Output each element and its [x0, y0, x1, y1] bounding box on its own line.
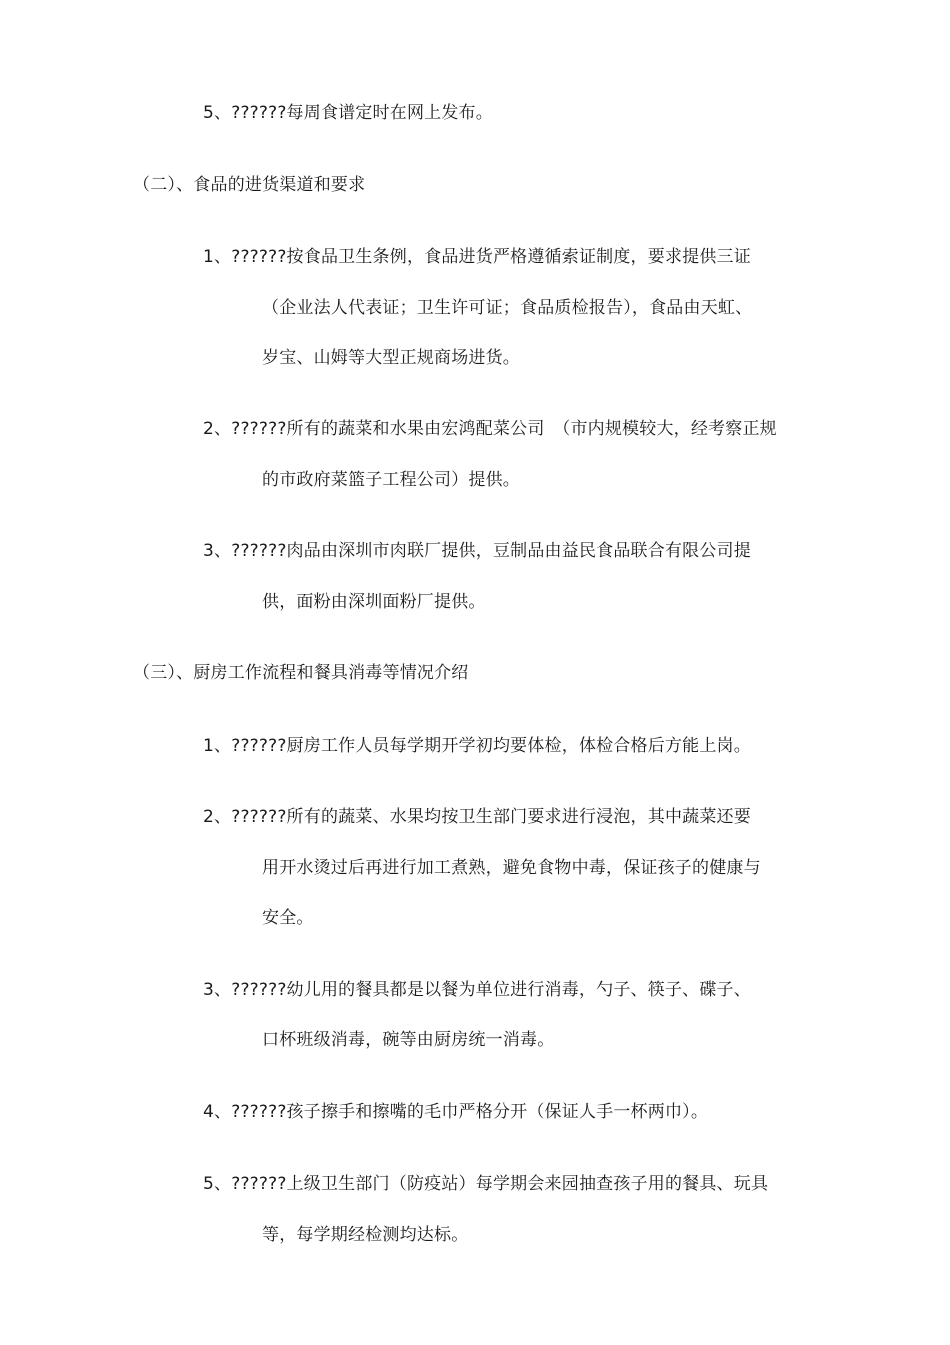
- item-kitchen-3-line1: 3、??????幼儿用的餐具都是以餐为单位进行消毒，勺子、筷子、碟子、: [203, 980, 751, 1000]
- item-purchase-2-line2: 的市政府菜篮子工程公司）提供。: [262, 470, 520, 490]
- item-purchase-1-line1: 1、??????按食品卫生条例，食品进货严格遵循索证制度，要求提供三证: [203, 247, 751, 267]
- item-kitchen-2-line3: 安全。: [262, 908, 314, 928]
- item-purchase-2-line1: 2、??????所有的蔬菜和水果由宏鸿配菜公司 （市内规模较大，经考察正规: [203, 419, 777, 439]
- item-purchase-3-line2: 供，面粉由深圳面粉厂提供。: [262, 592, 486, 612]
- item-purchase-3-line1: 3、??????肉品由深圳市肉联厂提供，豆制品由益民食品联合有限公司提: [203, 541, 751, 561]
- item-kitchen-3-line2: 口杯班级消毒，碗等由厨房统一消毒。: [262, 1030, 555, 1050]
- section-heading-2: （二）、食品的进货渠道和要求: [133, 175, 366, 195]
- item-purchase-1-line2: （企业法人代表证；卫生许可证；食品质检报告），食品由天虹、: [262, 298, 753, 318]
- section-heading-3: （三）、厨房工作流程和餐具消毒等情况介绍: [133, 663, 469, 683]
- item-kitchen-1: 1、??????厨房工作人员每学期开学初均要体检，体检合格后方能上岗。: [203, 736, 751, 756]
- item-kitchen-5-line2: 等，每学期经检测均达标。: [262, 1225, 469, 1245]
- item-weekly-menu: 5、??????每周食谱定时在网上发布。: [203, 103, 493, 123]
- item-purchase-1-line3: 岁宝、山姆等大型正规商场进货。: [262, 348, 520, 368]
- item-kitchen-5-line1: 5、??????上级卫生部门（防疫站）每学期会来园抽查孩子用的餐具、玩具: [203, 1174, 769, 1194]
- item-kitchen-2-line2: 用开水烫过后再进行加工煮熟，避免食物中毒，保证孩子的健康与: [262, 858, 761, 878]
- item-kitchen-4: 4、??????孩子擦手和擦嘴的毛巾严格分开（保证人手一杯两巾）。: [203, 1102, 709, 1122]
- item-kitchen-2-line1: 2、??????所有的蔬菜、水果均按卫生部门要求进行浸泡，其中蔬菜还要: [203, 807, 751, 827]
